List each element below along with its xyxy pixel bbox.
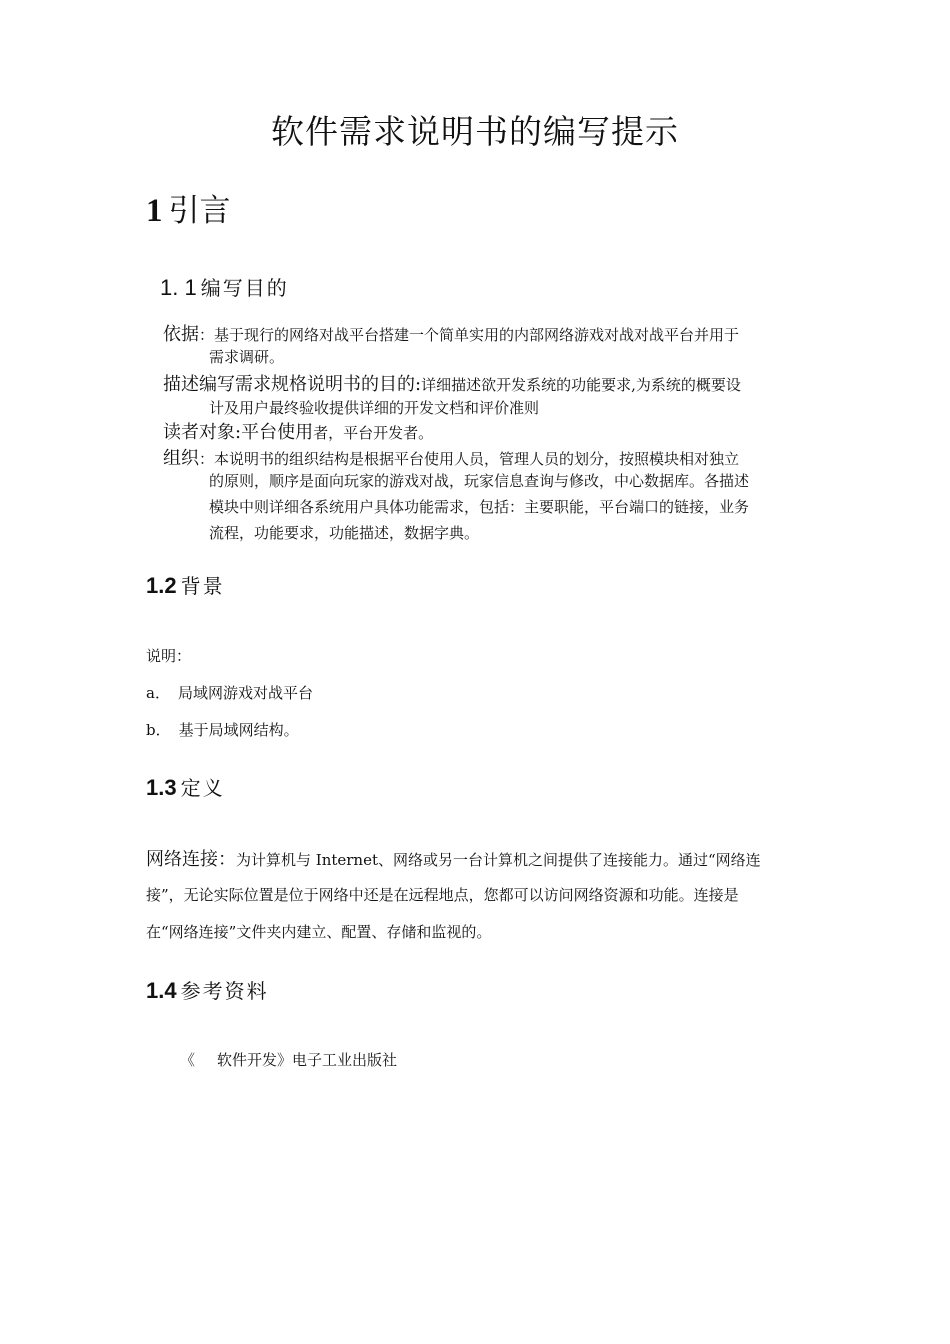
section-1-3-heading [146,772,225,801]
definition-line-3: 在“网络连接”文件夹内建立、配置、存储和监视的。 [146,923,492,941]
purpose-text-line-2: 计及用户最终验收提供详细的开发文档和评价准则 [209,399,540,417]
document-title: 软件需求说明书的编写提示 [271,112,679,151]
section-1-2-number: 1.2 [146,573,177,598]
list-text: 基于局域网结构。 [178,721,299,739]
definition-term: 网络连接： [146,849,236,870]
section-1-4-title: 参考资料 [180,979,269,1003]
section-1-heading [146,185,231,230]
purpose-label: 描述编写需求规格说明书的目的: [163,374,422,395]
organization-label: 组织 [163,448,199,469]
background-note: 说明： [146,647,192,665]
reference-open-bracket: 《 [180,1051,196,1069]
basis-paragraph [163,320,739,346]
section-1-4-number: 1.4 [146,978,177,1003]
organization-text-line-2: 的原则，顺序是面向玩家的游戏对战，玩家信息查询与修改，中心数据库。各描述 [209,472,750,490]
list-text: 局域网游戏对战平台 [177,684,313,702]
list-item [146,682,313,703]
organization-text-line-1: 本说明书的组织结构是根据平台使用人员，管理人员的划分，按照模块相对独立 [214,450,740,468]
organization-paragraph [163,444,739,470]
basis-text-line-2: 需求调研。 [209,348,285,366]
section-1-number: 1 [146,193,163,229]
purpose-paragraph [163,370,741,396]
section-1-2-heading [146,570,225,599]
definition-line-2: 接”，无论实际位置是位于网络中还是在远程地点，您都可以访问网络资源和功能。连接是 [146,886,739,904]
section-1-2-title: 背景 [180,574,225,598]
definition-line-1: 为计算机与 Internet、网络或另一台计算机之间提供了连接能力。通过“网络连 [236,851,761,869]
readers-paragraph [163,418,433,444]
organization-colon: ： [199,450,215,468]
basis-label: 依据 [163,324,199,345]
readers-text: 者，平台开发者。 [313,424,434,442]
section-1-1-heading [160,272,289,301]
basis-text-line-1: 基于现行的网络对战平台搭建一个简单实用的内部网络游戏对战对战平台并用于 [214,326,740,344]
section-1-1-number: 1. 1 [160,275,197,300]
organization-text-line-4: 流程，功能要求，功能描述，数据字典。 [209,524,480,542]
list-marker: a． [146,684,170,702]
section-1-3-title: 定义 [180,776,225,800]
section-1-1-title: 编写目的 [200,276,289,300]
reference-text: 软件开发》电子工业出版社 [217,1051,398,1069]
reference-item [180,1049,397,1070]
list-marker: b． [146,721,171,739]
purpose-text-line-1: 详细描述欲开发系统的功能要求,为系统的概要设 [421,376,741,394]
definition-paragraph [146,845,761,871]
section-1-title: 引言 [168,193,231,229]
basis-colon: ： [199,326,215,344]
section-1-4-heading [146,975,269,1004]
list-item [146,719,299,740]
section-1-3-number: 1.3 [146,775,177,800]
organization-text-line-3: 模块中则详细各系统用户具体功能需求，包括：主要职能，平台端口的链接，业务 [209,498,750,516]
readers-label: 读者对象:平台使用 [163,422,314,443]
